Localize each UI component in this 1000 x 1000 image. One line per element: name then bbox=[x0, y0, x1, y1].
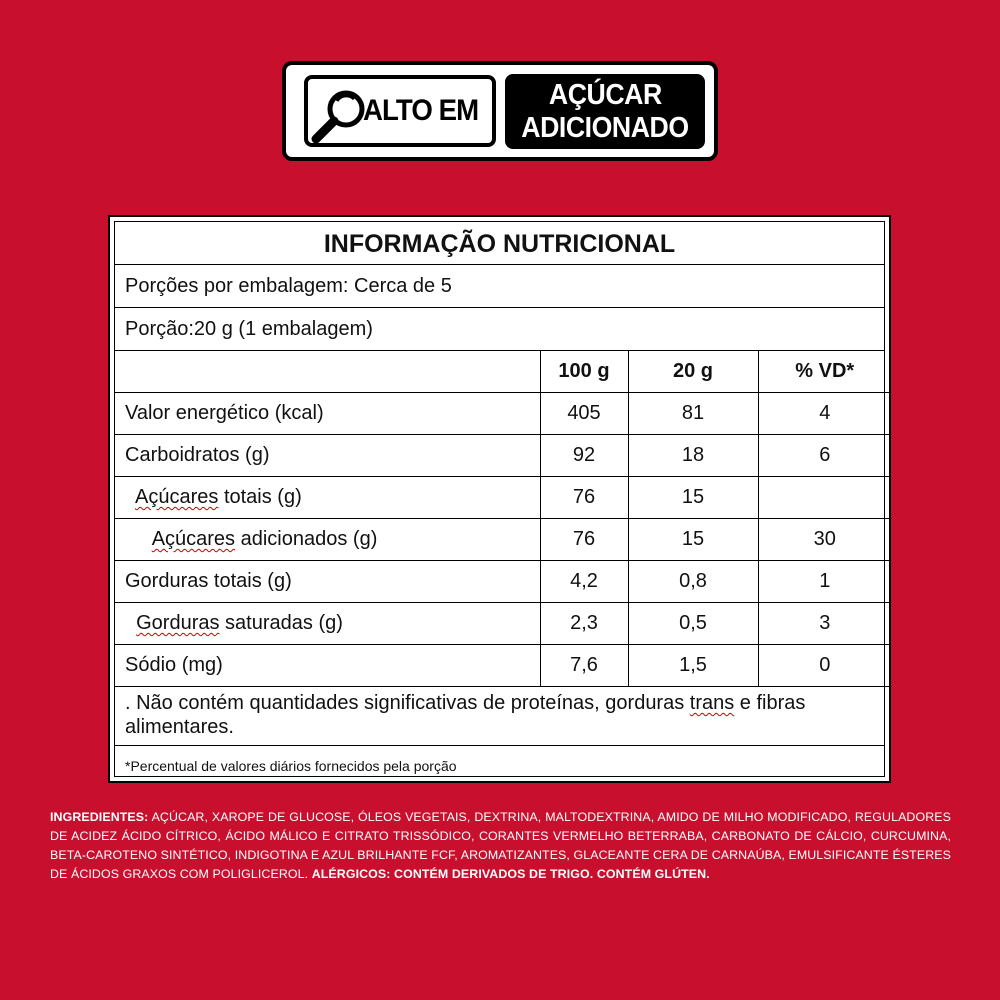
nutrient-name bbox=[115, 519, 540, 561]
nutrient-row bbox=[115, 561, 891, 603]
value-vd: 6 bbox=[758, 435, 891, 477]
magnifier-icon bbox=[310, 87, 370, 147]
nutrient-table bbox=[115, 351, 891, 687]
value-100g: 4,2 bbox=[540, 561, 628, 603]
nutrient-row bbox=[115, 645, 891, 687]
value-20g: 0,8 bbox=[628, 561, 758, 603]
nutrient-row bbox=[115, 477, 891, 519]
value-vd: 0 bbox=[758, 645, 891, 687]
nutrient-name bbox=[115, 435, 540, 477]
value-vd: 3 bbox=[758, 603, 891, 645]
value-20g: 18 bbox=[628, 435, 758, 477]
value-100g: 76 bbox=[540, 477, 628, 519]
nutrient-indent bbox=[125, 612, 136, 634]
nutrient-rows bbox=[115, 393, 891, 687]
seal-left-label: ALTO EM bbox=[363, 94, 479, 127]
nutrient-name-rest: saturadas (g) bbox=[219, 612, 343, 634]
ingredients-text bbox=[50, 808, 951, 884]
nutrient-indent bbox=[125, 528, 152, 550]
seal-right-line1: AÇÚCAR bbox=[548, 78, 662, 111]
nutrient-name-rest: Sódio (mg) bbox=[125, 654, 223, 676]
value-20g: 81 bbox=[628, 393, 758, 435]
value-20g: 0,5 bbox=[628, 603, 758, 645]
nutrition-facts-table bbox=[108, 215, 891, 783]
nutrient-name-rest: adicionados (g) bbox=[235, 528, 378, 550]
value-100g: 7,6 bbox=[540, 645, 628, 687]
value-100g: 2,3 bbox=[540, 603, 628, 645]
nutrient-name-lead: Gorduras bbox=[136, 612, 220, 634]
value-20g: 1,5 bbox=[628, 645, 758, 687]
value-20g: 15 bbox=[628, 519, 758, 561]
nutrition-title: INFORMAÇÃO NUTRICIONAL bbox=[115, 222, 884, 265]
nutrient-name-rest: Carboidratos (g) bbox=[125, 444, 270, 466]
note-part2: e fibras alimentares. bbox=[125, 692, 806, 738]
nutrient-indent bbox=[125, 486, 135, 508]
nutrient-name-lead: Açúcares bbox=[151, 528, 236, 550]
warning-seal bbox=[282, 61, 718, 161]
ingredients-list: AÇÚCAR, XAROPE DE GLUCOSE, ÓLEOS VEGETAIS, DEXTRINA, MALTODEXTRINA, AMIDO DE MILHO MODIFICADO, REGULADORES DE ACIDEZ ÁCIDO CÍTRICO, ÁCIDO MÁLICO E CITRATO TRISSÓDICO, CORANTES VERMELHO BETERRABA, CARBONATO DE CÁLCIO, CURCUMINA, BETA-CAROTENO SINTÉTICO, INDIGOTINA E AZUL BRILHANTE FCF, AROMATIZANTES, GLACEANTE CERA DE CARNAÚBA, EMULSIFICANTE ÉSTERES DE ÁCIDOS GRAXOS COM POLIGLICEROL. bbox=[50, 810, 951, 881]
value-vd: 30 bbox=[758, 519, 891, 561]
header-nutrient bbox=[115, 351, 540, 393]
value-20g: 15 bbox=[628, 477, 758, 519]
value-100g: 405 bbox=[540, 393, 628, 435]
nutrient-name-rest: Gorduras totais (g) bbox=[125, 570, 292, 592]
seal-right-line2: ADICIONADO bbox=[521, 111, 689, 144]
vd-footnote: *Percentual de valores diários fornecidos pela porção bbox=[125, 758, 457, 774]
nutrient-name-lead: Açúcares bbox=[135, 486, 219, 508]
nutrient-row bbox=[115, 393, 891, 435]
nutrient-name bbox=[115, 561, 540, 603]
value-vd bbox=[758, 477, 891, 519]
seal-right-box bbox=[505, 74, 705, 149]
nutrition-note bbox=[115, 687, 884, 746]
nutrient-name bbox=[115, 393, 540, 435]
nutrient-name bbox=[115, 477, 540, 519]
nutrient-row bbox=[115, 603, 891, 645]
nutrient-row bbox=[115, 435, 891, 477]
value-vd: 1 bbox=[758, 561, 891, 603]
header-vd: % VD* bbox=[758, 351, 891, 393]
allergen-warning: ALÉRGICOS: CONTÉM DERIVADOS DE TRIGO. CONTÉM GLÚTEN. bbox=[311, 867, 710, 881]
ingredients-label: INGREDIENTES: bbox=[50, 810, 149, 824]
nutrient-name bbox=[115, 603, 540, 645]
nutrient-name bbox=[115, 645, 540, 687]
header-20g: 20 g bbox=[628, 351, 758, 393]
note-trans: trans bbox=[689, 692, 735, 714]
servings-per-package: Porções por embalagem: Cerca de 5 bbox=[115, 265, 884, 308]
seal-left-box bbox=[304, 75, 496, 147]
nutrient-row bbox=[115, 519, 891, 561]
value-100g: 76 bbox=[540, 519, 628, 561]
value-100g: 92 bbox=[540, 435, 628, 477]
nutrient-header-row bbox=[115, 351, 891, 393]
value-vd: 4 bbox=[758, 393, 891, 435]
portion-size: Porção:20 g (1 embalagem) bbox=[115, 308, 884, 351]
nutrient-name-rest: Valor energético (kcal) bbox=[125, 402, 324, 424]
header-100g: 100 g bbox=[540, 351, 628, 393]
note-part1: . Não contém quantidades significativas de proteínas, gorduras bbox=[125, 692, 690, 714]
nutrient-name-rest: totais (g) bbox=[218, 486, 302, 508]
